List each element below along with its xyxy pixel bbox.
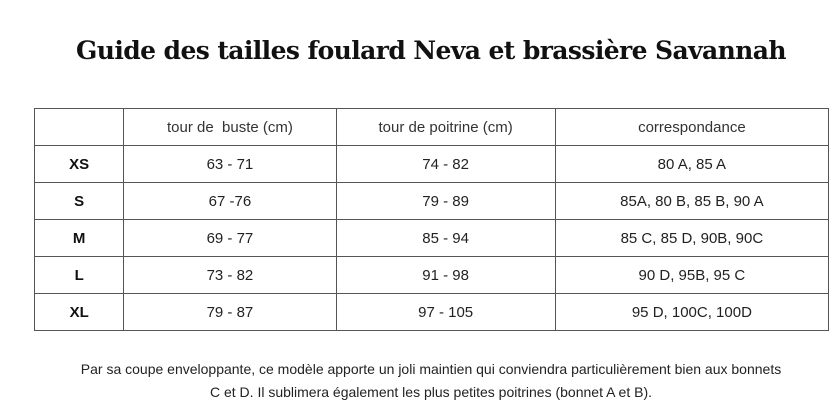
correspondance-cell: 95 D, 100C, 100D <box>555 294 828 331</box>
header-tour-de-poitrine: tour de poitrine (cm) <box>336 109 555 146</box>
table-row <box>35 220 829 257</box>
poitrine-cell: 97 - 105 <box>336 294 555 331</box>
table-row <box>35 146 829 183</box>
poitrine-cell: 74 - 82 <box>336 146 555 183</box>
fit-note-line-2: C et D. Il sublimera également les plus petites poitrines (bonnet A et B). <box>209 384 652 400</box>
poitrine-cell: 79 - 89 <box>336 183 555 220</box>
size-label: L <box>35 257 124 294</box>
poitrine-cell: 91 - 98 <box>336 257 555 294</box>
size-label: XL <box>35 294 124 331</box>
page-title: Guide des tailles foulard Neva et brassière Savannah <box>76 36 786 65</box>
correspondance-cell: 85A, 80 B, 85 B, 90 A <box>555 183 828 220</box>
correspondance-cell: 80 A, 85 A <box>555 146 828 183</box>
table-row <box>35 183 829 220</box>
size-label: XS <box>35 146 124 183</box>
buste-cell: 69 - 77 <box>124 220 336 257</box>
buste-cell: 67 -76 <box>124 183 336 220</box>
correspondance-cell: 90 D, 95B, 95 C <box>555 257 828 294</box>
table-row <box>35 257 829 294</box>
header-tour-de-buste: tour de buste (cm) <box>124 109 336 146</box>
size-label: S <box>35 183 124 220</box>
buste-cell: 73 - 82 <box>124 257 336 294</box>
fit-note-line-1: Par sa coupe enveloppante, ce modèle apporte un joli maintien qui conviendra particulièrement bien aux bonnets <box>80 361 782 377</box>
buste-cell: 63 - 71 <box>124 146 336 183</box>
size-label: M <box>35 220 124 257</box>
correspondance-cell: 85 C, 85 D, 90B, 90C <box>555 220 828 257</box>
table-row <box>35 294 829 331</box>
buste-cell: 79 - 87 <box>124 294 336 331</box>
size-guide-table <box>34 108 829 331</box>
header-cell-empty <box>35 109 124 146</box>
fit-note <box>0 358 829 404</box>
header-correspondance: correspondance <box>555 109 828 146</box>
table-header-row <box>35 109 829 146</box>
poitrine-cell: 85 - 94 <box>336 220 555 257</box>
